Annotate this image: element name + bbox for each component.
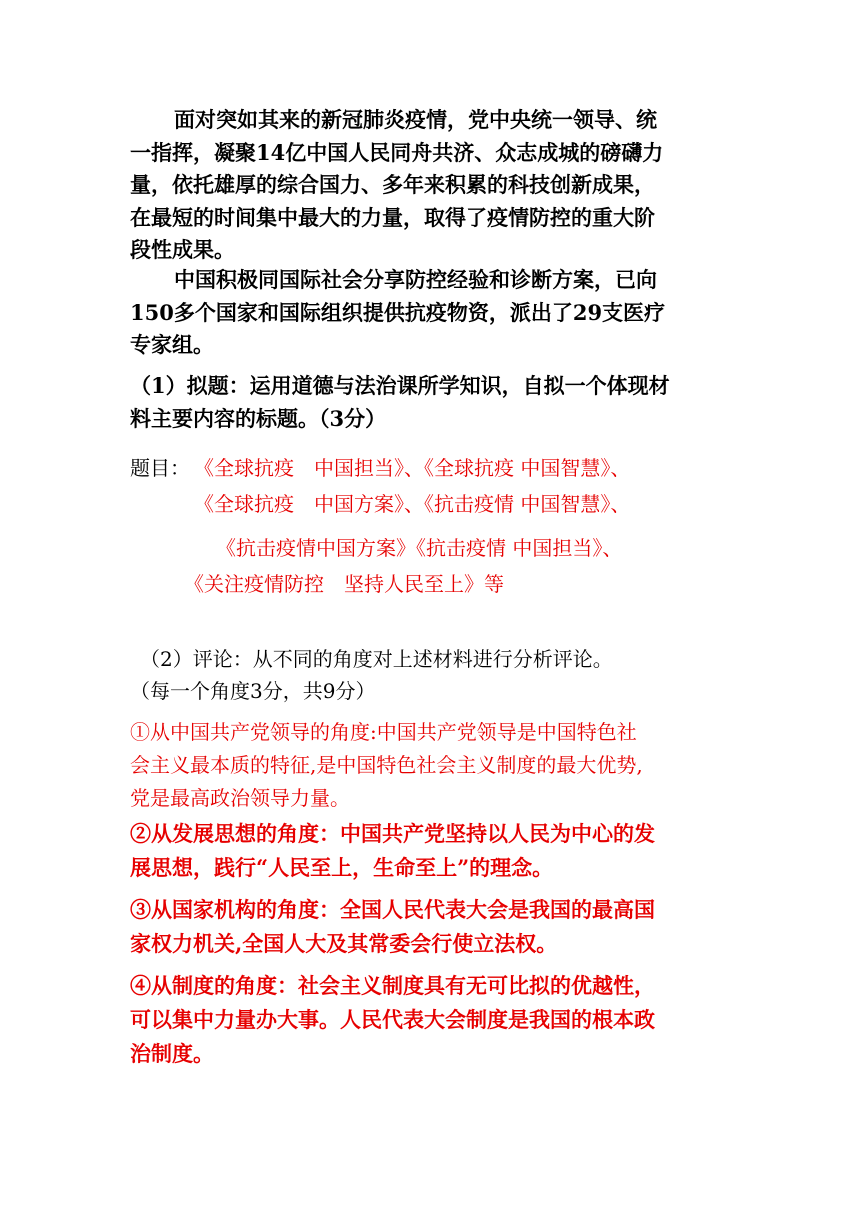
answer-line: 《全球抗疫 中国方案》、《抗击疫情 中国智慧》、 xyxy=(194,492,631,516)
answer-line: 展思想，践行“人民至上，生命至上”的理念。 xyxy=(130,855,554,880)
text-line: 中国积极同国际社会分享防控经验和诊断方案，已向 xyxy=(174,267,657,292)
text-line: 量，依托雄厚的综合国力、多年来积累的科技创新成果， xyxy=(130,172,655,197)
answer-line: 会主义最本质的特征,是中国特色社会主义制度的最大优势, xyxy=(130,753,643,777)
text-line: 专家组。 xyxy=(130,332,214,357)
answer-line: ①从中国共产党领导的角度:中国共产党领导是中国特色社 xyxy=(130,720,637,744)
question-1 xyxy=(130,370,740,435)
question-2-answer-2 xyxy=(130,817,740,885)
answer-line: 治制度。 xyxy=(130,1041,214,1066)
answer-line: 家权力机关,全国人大及其常委会行使立法权。 xyxy=(130,931,558,956)
question-line: （1）拟题：运用道德与法治课所学知识，自拟一个体现材 xyxy=(130,373,670,398)
question-2-answer-3 xyxy=(130,893,740,961)
answer-line: ④从制度的角度：社会主义制度具有无可比拟的优越性， xyxy=(130,973,655,998)
answer-line: 党是最高政治领导力量。 xyxy=(130,786,350,810)
answer-label: 题目： xyxy=(130,456,190,480)
text-line: 段性成果。 xyxy=(130,237,235,262)
text-line: 面对突如其来的新冠肺炎疫情，党中央统一领导、统 xyxy=(174,107,657,132)
answer-line: ③从国家机构的角度：全国人民代表大会是我国的最高国 xyxy=(130,897,655,922)
answer-line: 可以集中力量办大事。人民代表大会制度是我国的根本政 xyxy=(130,1007,655,1032)
question-line: （每一个角度3分，共9分） xyxy=(130,679,376,703)
question-line: （2）评论：从不同的角度对上述材料进行分析评论。 xyxy=(140,647,613,671)
question-2-answer-4 xyxy=(130,969,740,1071)
question-2 xyxy=(130,643,740,707)
material-paragraph-1 xyxy=(130,104,740,267)
text-line: 一指挥，凝聚14亿中国人民同舟共济、众志成城的磅礴力 xyxy=(130,139,664,165)
text-line: 150多个国家和国际组织提供抗疫物资，派出了29支医疗 xyxy=(130,299,666,325)
answer-line: 《全球抗疫 中国担当》、《全球抗疫 中国智慧》、 xyxy=(204,456,631,480)
question-1-answer xyxy=(130,450,740,602)
answer-line: ②从发展思想的角度：中国共产党坚持以人民为中心的发 xyxy=(130,821,655,846)
question-2-answer-1 xyxy=(130,716,740,815)
material-paragraph-2 xyxy=(130,264,740,362)
text-line: 在最短的时间集中最大的力量，取得了疫情防控的重大阶 xyxy=(130,204,655,230)
answer-line: 《关注疫情防控 坚持人民至上》等 xyxy=(184,572,504,596)
question-line: 料主要内容的标题。（3分） xyxy=(130,405,387,431)
answer-line: 《抗击疫情中国方案》《抗击疫情 中国担当》、 xyxy=(216,536,623,560)
